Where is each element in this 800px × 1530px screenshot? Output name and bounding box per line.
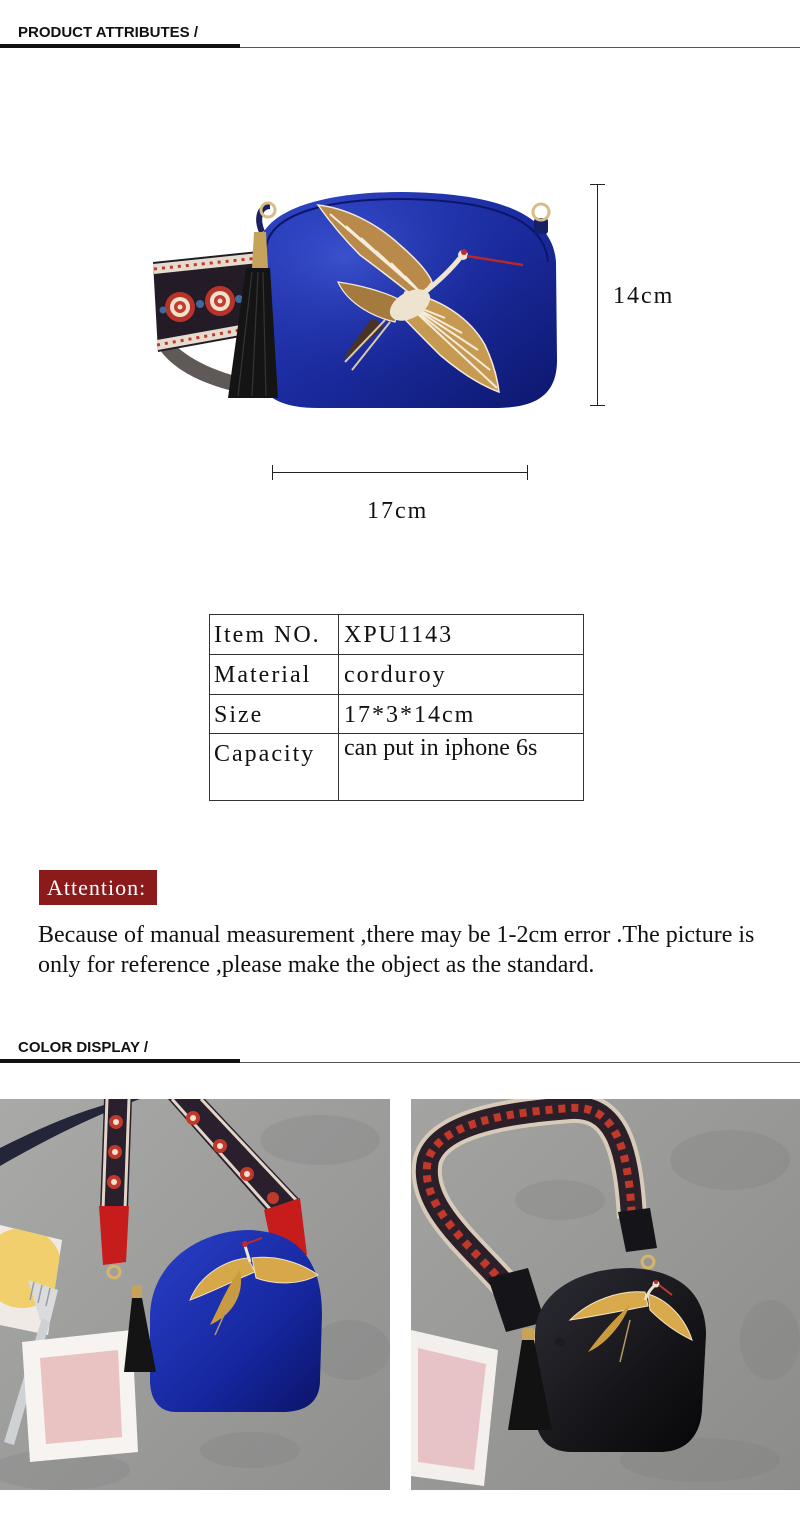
section-title-product-attributes: PRODUCT ATTRIBUTES / [18, 24, 198, 41]
table-row [210, 615, 584, 655]
height-dimension-label: 14cm [613, 283, 675, 309]
strap-flower [160, 307, 167, 314]
attribute-label: Item NO. [210, 615, 339, 655]
width-dimension-tick-left [272, 465, 273, 480]
section-underline-thin [240, 47, 800, 48]
color-photo-blue [0, 1099, 390, 1490]
attribute-value: corduroy [339, 655, 584, 695]
height-dimension-tick-top [590, 184, 605, 185]
table-row [210, 695, 584, 734]
crane-crown [461, 249, 467, 255]
height-dimension-line [597, 184, 598, 405]
width-dimension-line [272, 472, 527, 473]
attention-text-line: only for reference ,please make the object as the standard. [38, 952, 595, 978]
section-underline-thick [0, 44, 240, 48]
section-title-color-display: COLOR DISPLAY / [18, 1039, 149, 1056]
pink-card [22, 1330, 138, 1462]
strap-flower [196, 300, 204, 308]
section-underline-thick [0, 1059, 240, 1063]
attribute-label: Material [210, 655, 339, 695]
attention-badge: Attention: [39, 870, 157, 905]
color-photo-black [411, 1099, 800, 1490]
width-dimension-label: 17cm [367, 498, 429, 524]
table-row [210, 734, 584, 801]
pink-card [411, 1330, 498, 1486]
attribute-value: can put in iphone 6s [339, 734, 584, 801]
section-underline-thin [240, 1062, 800, 1063]
strap-medallion [165, 292, 195, 322]
ring-right [533, 204, 549, 220]
width-dimension-tick-right [527, 465, 528, 480]
product-attributes-table [209, 614, 584, 801]
strap-medallion [205, 286, 235, 316]
height-dimension-tick-bottom [590, 405, 605, 406]
bag-knob [555, 1337, 565, 1347]
tassel-cap [252, 232, 268, 268]
attention-text-line: Because of manual measurement ,there may be 1-2cm error .The picture is [38, 922, 755, 948]
attribute-value: 17*3*14cm [339, 695, 584, 734]
attribute-label: Capacity [210, 734, 339, 801]
attribute-value: XPU1143 [339, 615, 584, 655]
attribute-label: Size [210, 695, 339, 734]
product-photo-blue-bag [140, 175, 570, 420]
table-row [210, 655, 584, 695]
